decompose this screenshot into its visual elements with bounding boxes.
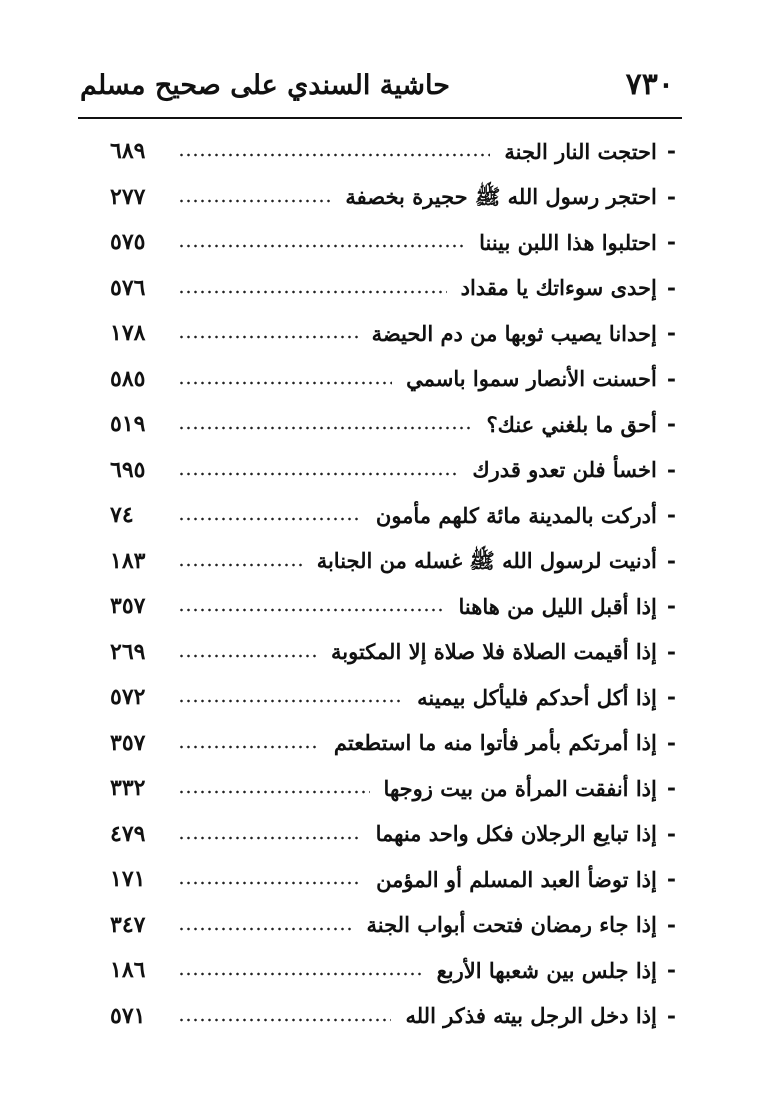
index-entry <box>108 174 676 220</box>
entry-dash: - <box>666 684 676 710</box>
entry-text: إذا توضأ العبد المسلم أو المؤمن <box>376 866 657 892</box>
dot-leader <box>178 241 465 251</box>
index-entry <box>108 856 676 902</box>
index-entry <box>108 583 676 629</box>
entry-text: أحسنت الأنصار سموا باسمي <box>406 366 657 391</box>
entry-text: احتجت النار الجنة <box>504 138 657 164</box>
dot-leader <box>178 423 472 433</box>
entry-text: أدنيت لرسول الله ﷺ غسله من الجنابة <box>316 548 657 573</box>
entry-page-number: ٦٩٥ <box>110 456 146 483</box>
index-entry <box>108 265 676 311</box>
entry-dash: - <box>666 274 676 301</box>
index-entry <box>108 356 676 402</box>
index-entry <box>108 401 676 447</box>
entry-text: إحدى سوءاتك يا مقداد <box>460 275 657 300</box>
entry-page-number: ١٧٨ <box>110 320 146 346</box>
dot-leader <box>178 924 353 934</box>
entry-page-number: ١٧١ <box>110 866 146 892</box>
index-entry <box>108 902 676 948</box>
entry-text: إذا أنفقت المرأة من بيت زوجها <box>383 775 657 801</box>
entry-text: أحق ما بلغني عنك؟ <box>486 411 657 437</box>
index-list <box>108 128 676 1038</box>
entry-page-number: ٥٧٦ <box>110 274 146 301</box>
dot-leader <box>178 605 445 615</box>
entry-dash: - <box>666 138 676 164</box>
entry-text: اخسأ فلن تعدو قدرك <box>472 457 657 482</box>
entry-page-number: ١٨٦ <box>110 957 146 983</box>
index-entry <box>108 674 676 720</box>
book-title: حاشية السندي على صحيح مسلم <box>80 70 450 101</box>
entry-dash: - <box>666 320 676 346</box>
entry-text: أدركت بالمدينة مائة كلهم مأمون <box>375 502 657 528</box>
dot-leader <box>178 1015 391 1025</box>
entry-page-number: ٥٧٥ <box>110 229 146 255</box>
entry-page-number: ٥٧١ <box>110 1002 146 1029</box>
entry-dash: - <box>666 502 676 528</box>
dot-leader <box>178 287 447 297</box>
index-entry <box>108 538 676 584</box>
dot-leader <box>178 742 320 752</box>
entry-text: إذا دخل الرجل بيته فذكر الله <box>405 1003 657 1028</box>
entry-dash: - <box>666 1002 676 1029</box>
entry-text: احتجر رسول الله ﷺ حجيرة بخصفة <box>345 184 657 209</box>
entry-dash: - <box>666 547 676 574</box>
entry-page-number: ٥٧٢ <box>110 684 146 710</box>
entry-dash: - <box>666 866 676 892</box>
entry-dash: - <box>666 729 676 756</box>
entry-text: إذا تبايع الرجلان فكل واحد منهما <box>375 821 657 846</box>
entry-dash: - <box>666 820 676 847</box>
dot-leader <box>178 514 362 524</box>
index-entry <box>108 993 676 1039</box>
index-entry <box>108 219 676 265</box>
index-entry <box>108 447 676 493</box>
entry-text: احتلبوا هذا اللبن بيننا <box>479 229 657 255</box>
entry-dash: - <box>666 957 676 983</box>
entry-page-number: ٣٥٧ <box>110 729 146 756</box>
entry-dash: - <box>666 456 676 483</box>
entry-page-number: ٤٧٩ <box>110 820 146 847</box>
dot-leader <box>178 378 392 388</box>
page-header <box>78 68 680 108</box>
dot-leader <box>178 196 331 206</box>
entry-page-number: ٣٤٧ <box>110 911 146 938</box>
entry-dash: - <box>666 411 676 437</box>
dot-leader <box>178 787 370 797</box>
dot-leader <box>178 696 403 706</box>
entry-page-number: ١٨٣ <box>110 547 146 574</box>
entry-dash: - <box>666 775 676 801</box>
entry-dash: - <box>666 365 676 392</box>
header-divider <box>78 117 682 119</box>
entry-text: إذا جاء رمضان فتحت أبواب الجنة <box>366 912 657 937</box>
index-entry <box>108 811 676 857</box>
entry-page-number: ٥١٩ <box>110 411 146 437</box>
dot-leader <box>178 833 362 843</box>
dot-leader <box>178 969 423 979</box>
entry-text: إحدانا يصيب ثوبها من دم الحيضة <box>371 320 657 346</box>
entry-dash: - <box>666 593 676 619</box>
entry-page-number: ٢٦٩ <box>110 638 146 665</box>
dot-leader <box>178 469 458 479</box>
entry-page-number: ٦٨٩ <box>110 138 146 164</box>
entry-page-number: ٧٤ <box>110 502 134 528</box>
entry-page-number: ٥٨٥ <box>110 365 146 392</box>
dot-leader <box>178 150 490 160</box>
entry-text: إذا أمرتكم بأمر فأتوا منه ما استطعتم <box>333 730 657 755</box>
dot-leader <box>178 332 358 342</box>
index-entry <box>108 629 676 675</box>
index-entry <box>108 128 676 174</box>
entry-dash: - <box>666 229 676 255</box>
index-entry <box>108 492 676 538</box>
entry-text: إذا أقيمت الصلاة فلا صلاة إلا المكتوبة <box>331 639 657 664</box>
entry-page-number: ٣٣٢ <box>110 775 146 801</box>
dot-leader <box>178 651 317 661</box>
page-number: ٧٣٠ <box>625 67 674 102</box>
entry-text: إذا أقبل الليل من هاهنا <box>458 593 657 619</box>
index-entry <box>108 310 676 356</box>
index-entry <box>108 720 676 766</box>
entry-page-number: ٣٥٧ <box>110 593 146 619</box>
index-entry <box>108 947 676 993</box>
index-entry <box>108 765 676 811</box>
entry-dash: - <box>666 183 676 210</box>
dot-leader <box>178 560 303 570</box>
entry-text: إذا أكل أحدكم فليأكل بيمينه <box>417 684 657 710</box>
entry-page-number: ٢٧٧ <box>110 183 146 210</box>
entry-text: إذا جلس بين شعبها الأربع <box>436 957 657 983</box>
dot-leader <box>178 878 362 888</box>
entry-dash: - <box>666 638 676 665</box>
entry-dash: - <box>666 911 676 938</box>
